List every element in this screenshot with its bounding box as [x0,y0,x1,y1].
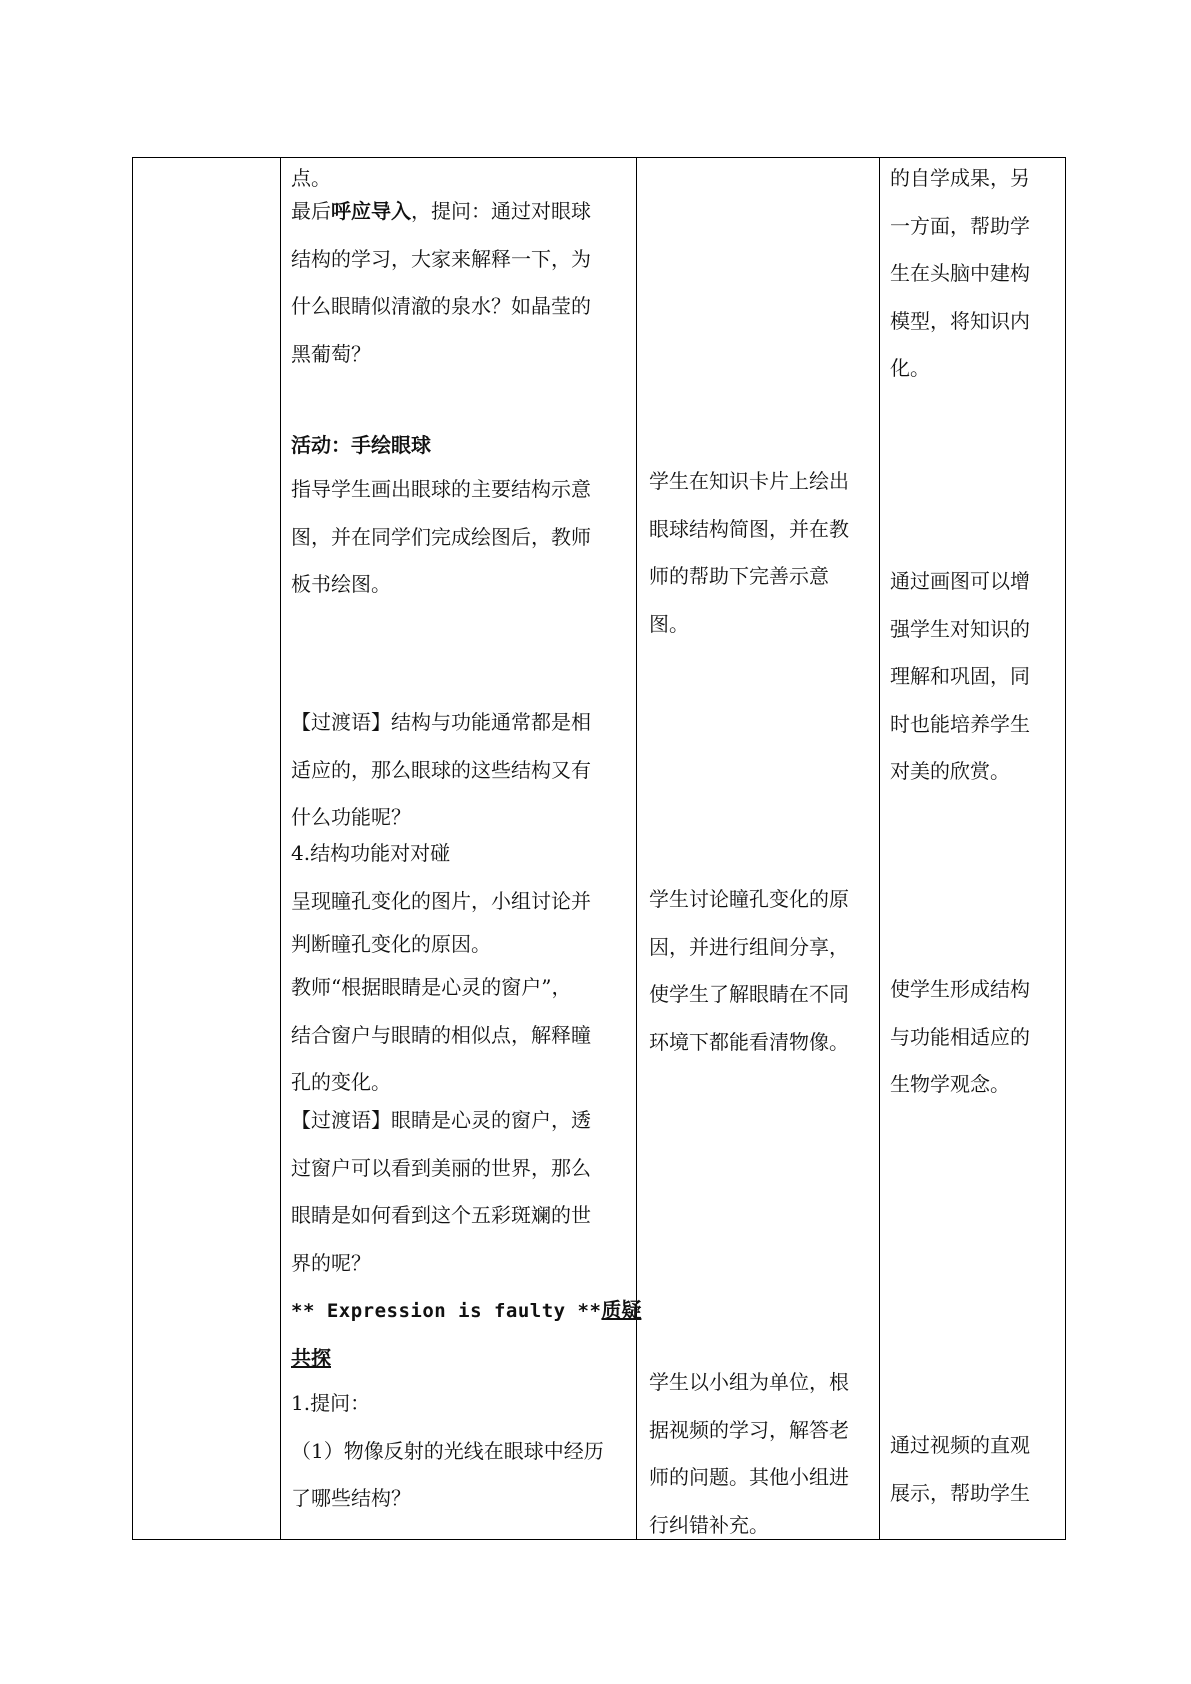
teacher-text-block-2: 最后呼应导入，提问：通过对眼球 结构的学习，大家来解释一下，为 什么眼睛似清澈的泉水？如晶莹的 黑葡萄？ [291,199,591,366]
activity-title: 活动：手绘眼球 [291,433,431,457]
student-activity-video: 学生以小组为单位，根 据视频的学习，解答老 师的问题。其他小组进 行纠错补充。 [649,1370,849,1537]
lesson-plan-table [132,157,1066,1540]
intent-block-4: 通过视频的直观 展示，帮助学生 [890,1433,1030,1505]
section-4-title: 4.结构功能对对碰 [291,841,451,865]
design-intent-column [880,158,1065,1539]
question-block: 1.提问： （1）物像反射的光线在眼球中经历 了哪些结构？ [291,1391,604,1510]
transition-text-1: 【过渡语】结构与功能通常都是相 适应的，那么眼球的这些结构又有 什么功能呢？ [291,710,591,829]
teacher-explanation: 教师“根据眼睛是心灵的窗户”， 结合窗户与眼睛的相似点，解释瞳 孔的变化。 [291,975,591,1094]
intent-block-3: 使学生形成结构 与功能相适应的 生物学观念。 [890,977,1030,1096]
stage-column [133,158,281,1539]
section-4-description: 呈现瞳孔变化的图片，小组讨论并 判断瞳孔变化的原因。 [291,889,591,956]
activity-description: 指导学生画出眼球的主要结构示意 图，并在同学们完成绘图后，教师 板书绘图。 [291,477,591,596]
error-heading: ** Expression is faulty **质疑 共探 [291,1298,642,1370]
student-activity-discussion: 学生讨论瞳孔变化的原 因，并进行组间分享， 使学生了解眼睛在不同 环境下都能看清物像。 [649,887,849,1054]
intent-block-1: 的自学成果，另 一方面，帮助学 生在头脑中建构 模型，将知识内 化。 [890,166,1030,380]
transition-text-2: 【过渡语】眼睛是心灵的窗户，透 过窗户可以看到美丽的世界，那么 眼睛是如何看到这个五彩斑斓的世 界的呢？ [291,1108,591,1275]
teacher-activity-column [281,158,642,1539]
intent-block-2: 通过画图可以增 强学生对知识的 理解和巩固，同 时也能培养学生 对美的欣赏。 [890,569,1030,783]
teacher-text-block-1: 点。 [291,166,331,190]
student-activity-drawing: 学生在知识卡片上绘出 眼球结构简图，并在教 师的帮助下完善示意 图。 [649,469,849,636]
student-activity-column [637,158,880,1539]
